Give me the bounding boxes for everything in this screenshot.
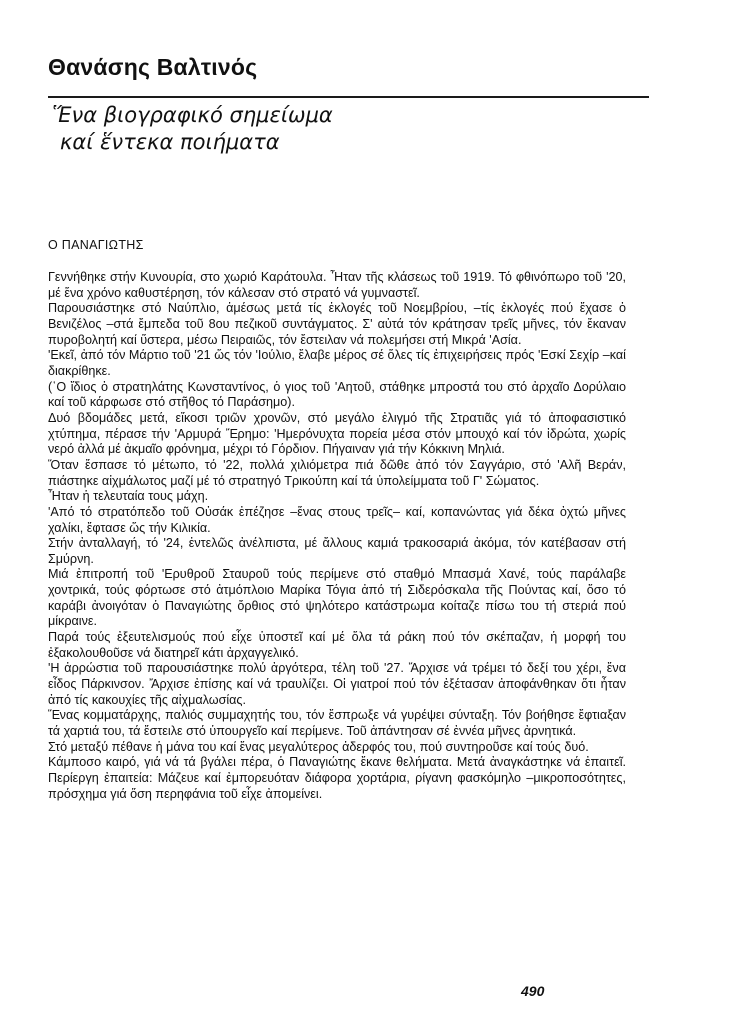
paragraph: Στό μεταξύ πέθανε ἡ μάνα του καί ἕνας μεγαλύτερος ἀδερφός του, πού συντηροῦσε καί τούς δυό. xyxy=(48,739,589,754)
paragraph: Μιά ἐπιτροπή τοῦ 'Ερυθροῦ Σταυροῦ τούς περίμενε στό σταθμό Μπασμά Χανέ, τούς παράλαβε χοντρικά, τούς φόρτωσε στό ἀτμόπλοιο Μαρίκα Τόγια ἀπό τή Σιδερόσκαλα τῆς Πούντας καί, ὅσο τό καράβι ἀνοιγόταν ὁ Παναγιώτης ὄρθιος στό ψηλότερο κατάστρωμα κοίταζε πίσω του τή στεριά πού μίκραινε. xyxy=(48,567,626,629)
section-heading: Ο ΠΑΝΑΓΙΩΤΗΣ xyxy=(48,238,144,252)
paragraph: Ὅταν ἔσπασε τό μέτωπο, τό '22, πολλά χιλιόμετρα πιά δῶθε ἀπό τόν Σαγγάριο, στό 'Αλῆ Βεράν, πιάστηκε αἰχμάλωτος μαζί μέ τό στρατηγό Τρικούπη καί τά ὑπολείμματα τοῦ Γ' Σώματος. xyxy=(48,457,626,488)
subtitle-line-2: καί ἕντεκα ποιήματα xyxy=(60,130,280,154)
paragraph: Παρά τούς ἐξευτελισμούς πού εἶχε ὑποστεῖ καί μέ ὅλα τά ράκη πού τόν σκέπαζαν, ἡ μορφή του ἐξακολουθοῦσε νά διατηρεῖ κάτι ἀρχαγγελικό. xyxy=(48,630,626,660)
paragraph: 'Από τό στρατόπεδο τοῦ Οὐσάκ ἐπέζησε –ἕνας στους τρεῖς– καί, κοπανώντας γιά δέκα ὀχτώ μῆνες χαλίκι, ἔφτασε ὥς τήν Κιλικία. xyxy=(48,504,626,535)
paragraph: Ἕνας κομματάρχης, παλιός συμμαχητής του, τόν ἔσπρωξε νά γυρέψει σύνταξη. Τόν βοήθησε ἔφτιαξαν τά χαρτιά του, τά ἔστειλε στό ὑπουργεῖο καί περίμενε. Τοῦ ἀπάντησαν σέ ἐννέα μῆνες ἀρνητικά. xyxy=(48,708,626,739)
paragraph: Παρουσιάστηκε στό Ναύπλιο, ἀμέσως μετά τίς ἐκλογές τοῦ Νοεμβρίου, –τίς ἐκλογές πού ἔχασε ὁ Βενιζέλος –στά ἔμπεδα τοῦ 8ου πεζικοῦ συντάγματος. Σ' αὐτά τόν κράτησαν τρεῖς μῆνες, τόν ἔκαναν πυροβολητή καί ὕστερα, μέσω Πειραιῶς, τόν ἔστειλαν νά πολεμήσει στή Μικρά 'Ασία. xyxy=(48,301,626,347)
paragraph: Δυό βδομάδες μετά, εἴκοσι τριῶν χρονῶν, στό μεγάλο ἐλιγμό τῆς Στρατιᾶς γιά τό ἀποφασιστικό χτύπημα, πέρασε τήν 'Αρμυρά Ἔρημο: 'Ημερόνυχτα πορεία μέσα στόν μπουχό καί τόν ἱδρώτα, χωρίς νερό ἀλλά μέ ἀκμαῖο φρόνημα, μέχρι τό Γόρδιον. Πήγαιναν γιά τήν Κόκκινη Μηλιά. xyxy=(48,410,626,457)
paragraph: 'Η ἀρρώστια τοῦ παρουσιάστηκε πολύ ἀργότερα, τέλη τοῦ '27. Ἄρχισε νά τρέμει τό δεξί του χέρι, ἕνα εἶδος Πάρκινσον. Ἄρχισε ἐπίσης καί νά τραυλίζει. Οἱ γιατροί πού τόν ἐξέτασαν ἀποφάνθηκαν ὅτι ἦταν ἀπό τίς κακουχίες τῆς αἰχμαλωσίας. xyxy=(48,661,626,707)
author-name: Θανάσης Βαλτινός xyxy=(48,54,258,80)
paragraph: Στήν ἀνταλλαγή, τό '24, ἐντελῶς ἀνέλπιστα, μέ ἄλλους καμιά τρακοσαριά ἀκόμα, τόν κατέβασαν στή Σμύρνη. xyxy=(48,536,626,566)
body-text xyxy=(48,270,626,802)
paragraph: 'Εκεῖ, ἀπό τόν Μάρτιο τοῦ '21 ὥς τόν 'Ιούλιο, ἔλαβε μέρος σέ ὅλες τίς ἐπιχειρήσεις πρός 'Εσκί Σεχίρ –καί διακρίθηκε. xyxy=(48,348,626,378)
paragraph: (῾Ο ἴδιος ὁ στρατηλάτης Κωνσταντίνος, ὁ γιος τοῦ 'Αητοῦ, στάθηκε μπροστά του στό ἀρχαῖο Δορύλαιο καί τοῦ κάρφωσε στό στῆθος τό Παράσημο). xyxy=(48,379,626,410)
page-number: 490 xyxy=(521,983,545,999)
paragraph: Ἦταν ἡ τελευταία τους μάχη. xyxy=(48,489,209,504)
subtitle-line-1: Ἕνα βιογραφικό σημείωμα xyxy=(52,103,333,127)
paragraph: Κάμποσο καιρό, γιά νά τά βγάλει πέρα, ὁ Παναγιώτης ἔκανε θελήματα. Μετά ἀναγκάστηκε νά ἐπαιτεῖ. Περίεργη ἐπαιτεία: Μάζευε καί ἐμπορευόταν διάφορα χορτάρια, ρίγανη φασκόμηλο –μικροποσότητες, πρόσχημα γιά ὅση περηφάνια τοῦ εἶχε ἀπομείνει. xyxy=(48,755,626,801)
subtitle xyxy=(52,102,333,156)
paragraph: Γεννήθηκε στήν Κυνουρία, στο χωριό Καράτουλα. Ἦταν τῆς κλάσεως τοῦ 1919. Τό φθινόπωρο τοῦ '20, μέ ἕνα χρόνο καθυστέρηση, τόν κάλεσαν στό στρατό νά γυμναστεῖ. xyxy=(48,270,626,300)
title-rule xyxy=(48,96,649,98)
